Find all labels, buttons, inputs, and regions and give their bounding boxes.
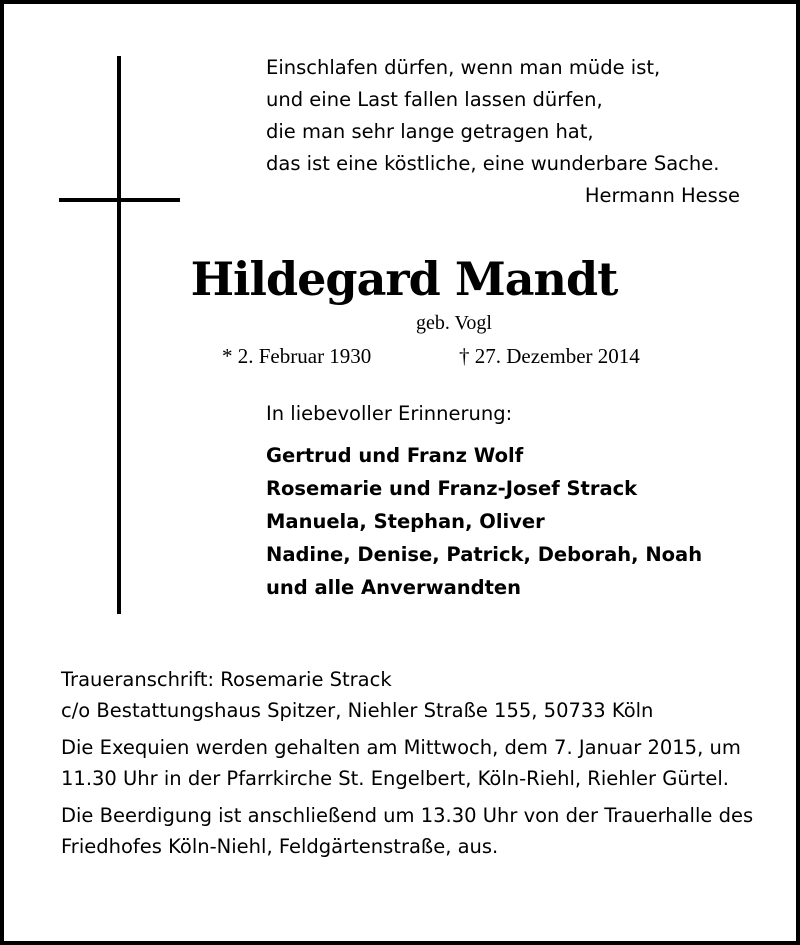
service-details <box>61 664 761 868</box>
death-date: † 27. Dezember 2014 <box>459 344 640 368</box>
mourner: Rosemarie und Franz-Josef Strack <box>266 477 638 500</box>
deceased-name: Hildegard Mandt <box>190 252 618 306</box>
poem-line: und eine Last fallen lassen dürfen, <box>266 88 603 111</box>
mourner: Gertrud und Franz Wolf <box>266 444 524 467</box>
memory-intro: In liebevoller Erinnerung: <box>266 402 513 425</box>
poem-line: Einschlafen dürfen, wenn man müde ist, <box>266 56 661 79</box>
address-line: Traueranschrift: Rosemarie Strack <box>61 668 392 691</box>
mourner: und alle Anverwandten <box>266 576 522 599</box>
mourning-address <box>61 664 761 726</box>
poem-line: die man sehr lange getragen hat, <box>266 120 594 143</box>
birth-name: geb. Vogl <box>416 312 492 334</box>
poem-line: das ist eine köstliche, eine wunderbare Sache. <box>266 152 720 175</box>
exequies-text: Die Exequien werden gehalten am Mittwoch, dem 7. Januar 2015, um 11.30 Uhr in der Pfarrkirche St. Engelbert, Köln-Riehl, Riehler Gürtel. <box>61 736 741 790</box>
burial-text: Die Beerdigung ist anschließend um 13.30 Uhr von der Trauerhalle des Friedhofes Köln-Niehl, Feldgärtenstraße, aus. <box>61 804 754 858</box>
poem-author: Hermann Hesse <box>584 184 740 207</box>
cross-vertical-bar <box>117 56 121 614</box>
poem <box>266 52 719 180</box>
mourner: Manuela, Stephan, Oliver <box>266 510 545 533</box>
birth-date: * 2. Februar 1930 <box>222 344 372 368</box>
mourners-list <box>266 439 702 604</box>
cross-horizontal-bar <box>59 198 180 202</box>
address-line: c/o Bestattungshaus Spitzer, Niehler Straße 155, 50733 Köln <box>61 699 654 722</box>
mourner: Nadine, Denise, Patrick, Deborah, Noah <box>266 543 703 566</box>
